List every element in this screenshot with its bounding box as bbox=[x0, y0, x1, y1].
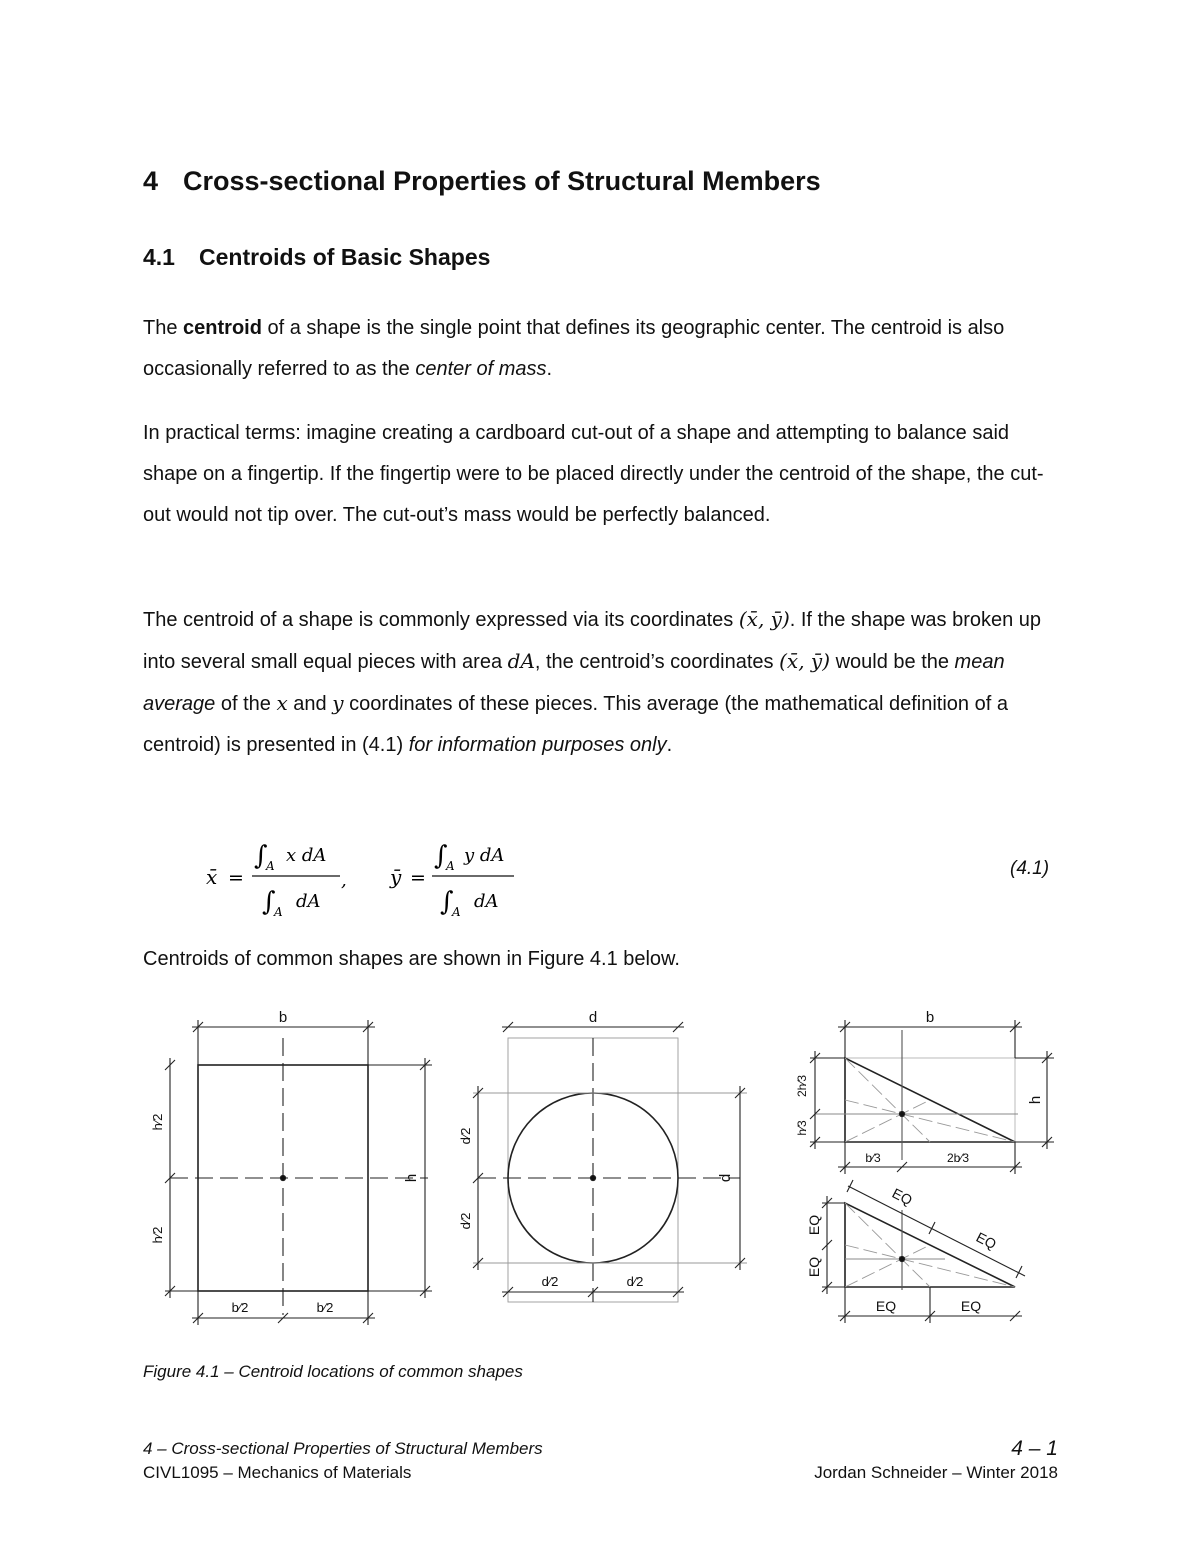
p3-text-4: would be the bbox=[830, 651, 955, 673]
paragraph-practical-terms: In practical terms: imagine creating a cardboard cut-out of a shape and attempting to balance said shape on a fingertip. If the fingertip were to be placed directly under the centroid of the shape, the cut-out would not tip over. The cut-out’s mass would be perfectly balanced. bbox=[143, 422, 1044, 526]
p3-math-dA: dA bbox=[507, 649, 535, 673]
circle-label-d-half-bottom: d⁄2 bbox=[458, 1212, 473, 1230]
tri-eq-median bbox=[845, 1245, 930, 1287]
rect-label-h-half-bottom: h⁄2 bbox=[150, 1226, 165, 1244]
eq-denominator-1: dA bbox=[296, 891, 321, 912]
chapter-title: Cross-sectional Properties of Structural Members bbox=[183, 166, 821, 196]
eq-integral-4: ∫ bbox=[440, 887, 454, 917]
section-title: Centroids of Basic Shapes bbox=[199, 244, 491, 270]
p1-text-1: The bbox=[143, 317, 184, 339]
footer-page-number: 4 – 1 bbox=[1011, 1437, 1058, 1460]
section-number: 4.1 bbox=[143, 244, 175, 270]
tri-eq-median bbox=[845, 1245, 1015, 1287]
tri-label-b-third: b⁄3 bbox=[865, 1151, 881, 1165]
p3-text-6: and bbox=[287, 693, 333, 715]
figure-caption: Figure 4.1 – Centroid locations of common shapes bbox=[143, 1362, 523, 1381]
centroid-equation bbox=[200, 836, 520, 920]
p3-math-coords-1: (x̄, ȳ) bbox=[738, 607, 790, 631]
p1-bold-centroid: centroid bbox=[183, 317, 262, 339]
p3-italic-mean-average: mean average bbox=[143, 651, 1005, 715]
p3-text-1: The centroid of a shape is commonly expressed via its coordinates bbox=[143, 609, 739, 631]
rect-centroid-dot bbox=[280, 1175, 285, 1180]
p3-text-7: coordinates of these pieces. This average (the mathematical definition of a centroid) is presented in (4.1) bbox=[143, 693, 1008, 756]
tri-label-h-third: h⁄3 bbox=[795, 1120, 809, 1136]
rect-label-b-half-right: b⁄2 bbox=[316, 1300, 334, 1315]
eq-integral-2: ∫ bbox=[262, 887, 276, 917]
eq-xbar: x̄ bbox=[206, 865, 218, 889]
eq-equals-2: = bbox=[410, 867, 426, 889]
p3-math-y: y bbox=[332, 691, 344, 715]
eq-y-numerator: y dA bbox=[464, 845, 505, 866]
tri-label-2b-third: 2b⁄3 bbox=[946, 1151, 970, 1165]
tri-eq-label-left-2: EQ bbox=[806, 1256, 822, 1278]
paragraph-coordinates bbox=[143, 599, 1058, 766]
footer-chapter-title: 4 – Cross-sectional Properties of Structural Members bbox=[143, 1439, 543, 1458]
circle-label-d-half-left: d⁄2 bbox=[541, 1274, 559, 1289]
eq-integral-3: ∫ bbox=[434, 841, 448, 871]
tri-eq-label-diag-1: EQ bbox=[889, 1184, 915, 1209]
p3-math-x: x bbox=[276, 691, 288, 715]
rect-label-h-half-top: h⁄2 bbox=[150, 1113, 165, 1131]
tri-median bbox=[845, 1100, 1015, 1142]
tri-median bbox=[845, 1058, 930, 1142]
tri-label-2h-third: 2h⁄3 bbox=[795, 1074, 809, 1098]
figure-centroids bbox=[140, 1000, 1060, 1335]
eq-sub-A-2: A bbox=[274, 905, 283, 919]
rectangle-diagram bbox=[150, 1009, 432, 1325]
circle-label-d-half-right: d⁄2 bbox=[626, 1274, 644, 1289]
eq-comma: , bbox=[341, 870, 347, 891]
tri-eq-centroid-dot bbox=[899, 1256, 904, 1261]
circle-diagram bbox=[458, 1009, 747, 1302]
circle-label-d-half-top: d⁄2 bbox=[458, 1127, 473, 1145]
equation-number: (4.1) bbox=[1010, 858, 1050, 879]
tri-median bbox=[845, 1100, 930, 1142]
p3-text-8: . bbox=[666, 734, 673, 756]
eq-sub-A-3: A bbox=[446, 859, 455, 873]
footer-left bbox=[143, 1437, 543, 1485]
eq-integral-1: ∫ bbox=[254, 841, 268, 871]
p3-math-coords-2: (x̄, ȳ) bbox=[779, 649, 831, 673]
p1-text-3: . bbox=[546, 358, 553, 380]
footer-course: CIVL1095 – Mechanics of Materials bbox=[143, 1463, 412, 1482]
tri-eq-label-bottom-1: EQ bbox=[875, 1298, 897, 1314]
p1-text-2: of a shape is the single point that defines its geographic center. The centroid is also occasionally referred to as the bbox=[143, 317, 1005, 380]
chapter-heading bbox=[143, 166, 821, 197]
footer-right bbox=[814, 1437, 1058, 1485]
eq-equals-1: = bbox=[228, 867, 244, 889]
tri-centroid-dot bbox=[899, 1111, 904, 1116]
p3-text-3: , the centroid’s coordinates bbox=[534, 651, 780, 673]
tri-eq-median bbox=[845, 1203, 930, 1287]
tri-tick bbox=[847, 1180, 853, 1192]
circle-centroid-dot bbox=[590, 1175, 595, 1180]
p3-text-2: . If the shape was broken up into several small equal pieces with area bbox=[143, 609, 1042, 673]
eq-denominator-2: dA bbox=[474, 891, 499, 912]
p3-text-5: of the bbox=[215, 693, 277, 715]
circle-label-d-right: d bbox=[717, 1173, 734, 1183]
tri-eq-diag-dim bbox=[848, 1186, 1025, 1276]
eq-x-numerator: x dA bbox=[286, 845, 327, 866]
chapter-number: 4 bbox=[143, 166, 159, 196]
rect-label-b: b bbox=[278, 1009, 288, 1026]
paragraph-figure-intro: Centroids of common shapes are shown in Figure 4.1 below. bbox=[143, 948, 680, 970]
tri-eq-label-diag-2: EQ bbox=[973, 1228, 999, 1253]
section-heading bbox=[143, 244, 490, 271]
p3-italic-info-purposes: for information purposes only bbox=[408, 734, 667, 756]
triangle-dimensions-diagram bbox=[795, 1009, 1054, 1174]
eq-sub-A-4: A bbox=[452, 905, 461, 919]
circle-label-d-top: d bbox=[588, 1009, 598, 1026]
tri-label-h: h bbox=[1027, 1095, 1044, 1105]
rect-label-h: h bbox=[403, 1173, 420, 1183]
eq-sub-A-1: A bbox=[266, 859, 275, 873]
eq-ybar: ȳ bbox=[390, 865, 402, 889]
tri-label-b: b bbox=[925, 1009, 935, 1026]
tri-eq-label-left-1: EQ bbox=[806, 1214, 822, 1236]
p1-italic-center-of-mass: center of mass bbox=[415, 358, 547, 380]
rect-label-b-half-left: b⁄2 bbox=[231, 1300, 249, 1315]
tri-eq-label-bottom-2: EQ bbox=[960, 1298, 982, 1314]
footer-author: Jordan Schneider – Winter 2018 bbox=[814, 1463, 1058, 1482]
paragraph-centroid-definition bbox=[143, 308, 1058, 390]
triangle-eq-diagram bbox=[806, 1180, 1025, 1323]
